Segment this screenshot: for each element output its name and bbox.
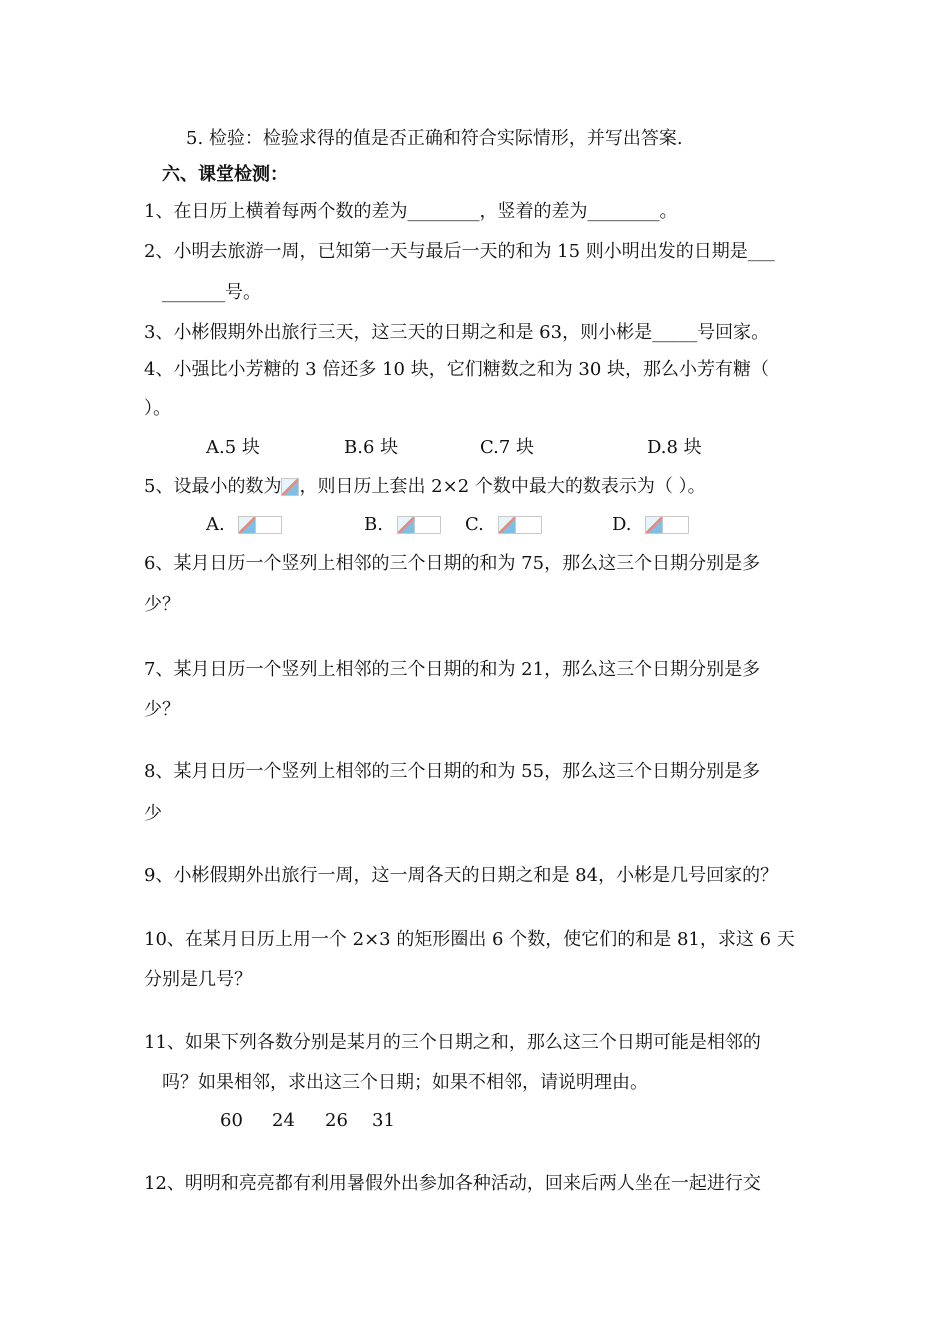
question-4-line-2: ）。 [144, 398, 171, 419]
question-4-line-1: 4、小强比小芳糖的 3 倍还多 10 块，它们糖数之和为 30 块，那么小芳有糖（ [144, 359, 770, 380]
q11-number: 31 [372, 1110, 395, 1131]
question-12-line-1: 12、明明和亮亮都有利用暑假外出参加各种活动，回来后两人坐在一起进行交 [144, 1173, 761, 1194]
formula-image-icon [498, 516, 516, 534]
question-5 [144, 475, 706, 499]
question-7-line-1: 7、某月日历一个竖列上相邻的三个日期的和为 21，那么这三个日期分别是多 [144, 659, 761, 680]
question-9: 9、小彬假期外出旅行一周，这一周各天的日期之和是 84，小彬是几号回家的？ [144, 865, 779, 886]
q5-option-a [206, 513, 282, 537]
section-heading: 六、课堂检测： [162, 164, 288, 185]
question-2-line-1: 2、小明去旅游一周，已知第一天与最后一天的和为 15 则小明出发的日期是___ [144, 241, 775, 262]
formula-image-icon [238, 516, 256, 534]
q5-prefix: 5、设最小的数为 [144, 476, 282, 497]
q5-option-c-label: C. [465, 514, 484, 535]
question-3: 3、小彬假期外出旅行三天，这三天的日期之和是 63，则小彬是_____号回家。 [144, 322, 770, 343]
question-2-line-2: _______号。 [162, 282, 261, 303]
question-8-line-1: 8、某月日历一个竖列上相邻的三个日期的和为 55，那么这三个日期分别是多 [144, 761, 761, 782]
question-10-line-2: 分别是几号？ [144, 969, 252, 990]
question-11-line-2: 吗？如果相邻，求出这三个日期；如果不相邻，请说明理由。 [162, 1072, 648, 1093]
q4-option-c: C.7 块 [480, 437, 535, 458]
q5-option-a-label: A. [206, 514, 225, 535]
q5-suffix: ，则日历上套出 2×2 个数中最大的数表示为（ ）。 [299, 476, 706, 497]
formula-image-frame [256, 516, 282, 534]
formula-image-icon [281, 478, 299, 496]
q11-number: 60 [220, 1110, 243, 1131]
formula-image-frame [663, 516, 689, 534]
q5-option-b [364, 513, 441, 537]
question-11-line-1: 11、如果下列各数分别是某月的三个日期之和，那么这三个日期可能是相邻的 [144, 1032, 761, 1053]
step-5-check: 5. 检验：检验求得的值是否正确和符合实际情形，并写出答案. [186, 128, 683, 149]
q4-option-a: A.5 块 [206, 437, 260, 458]
formula-image-frame [516, 516, 542, 534]
q5-option-b-label: B. [364, 514, 383, 535]
formula-image-frame [415, 516, 441, 534]
question-1: 1、在日历上横着每两个数的差为________，竖着的差为________。 [144, 201, 678, 222]
question-6-line-1: 6、某月日历一个竖列上相邻的三个日期的和为 75，那么这三个日期分别是多 [144, 553, 761, 574]
formula-image-icon [645, 516, 663, 534]
q4-option-b: B.6 块 [344, 437, 399, 458]
question-6-line-2: 少？ [144, 594, 180, 615]
q11-number: 24 [272, 1110, 295, 1131]
q5-option-c [465, 513, 542, 537]
q4-option-d: D.8 块 [647, 437, 702, 458]
q11-number: 26 [325, 1110, 348, 1131]
question-7-line-2: 少？ [144, 699, 180, 720]
q5-option-d-label: D. [612, 514, 632, 535]
question-10-line-1: 10、在某月日历上用一个 2×3 的矩形圈出 6 个数，使它们的和是 81，求这 6 天 [144, 929, 795, 950]
question-8-line-2: 少 [144, 803, 162, 824]
formula-image-icon [397, 516, 415, 534]
q5-option-d [612, 513, 689, 537]
